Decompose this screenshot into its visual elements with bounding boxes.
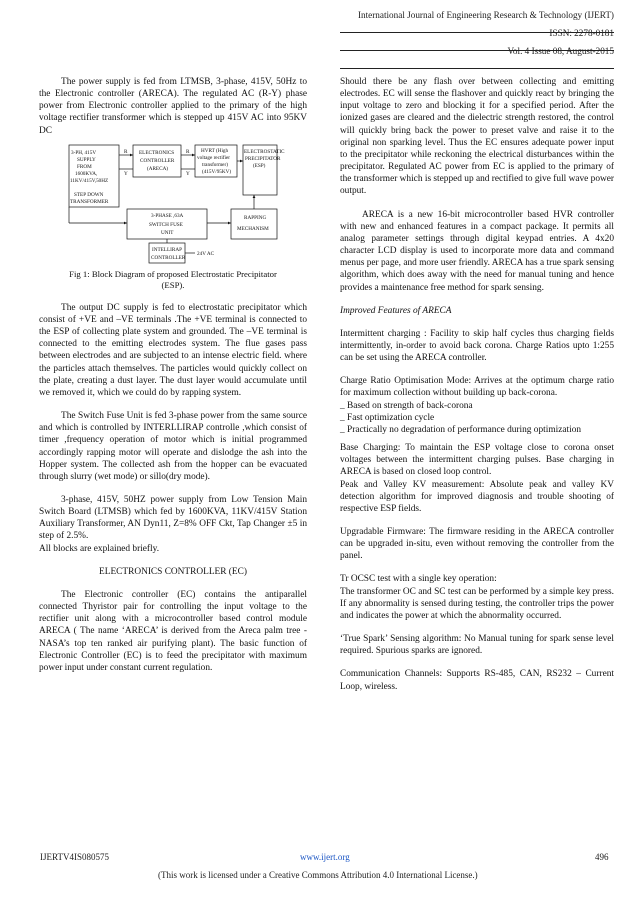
paper-id: IJERTV4IS080575 <box>40 852 109 862</box>
hvrt-label: voltage rectifier <box>197 154 230 161</box>
paragraph: The output DC supply is fed to electrostatic precipitator which consist of +VE and –VE terminals .The +VE terminal is connected to the ESP of collecting plate system and grounded. The –VE terminal is connected to the emitting electrodes system. The flue gases pass between electrodes and are subjected to an intense electric field. where the particles attach themselves. The particles would quickly collect on the plate, creating a dust layer. The dust layer would accumulate until we removed it, which we could do by rapping system. <box>39 302 307 398</box>
paragraph: ‘True Spark’ Sensing algorithm: No Manual tuning for spark sense level required. Spurious sparks are ignored. <box>340 634 614 657</box>
esp-label: PRECIPITATOR <box>245 155 281 162</box>
paragraph: Tr OCSC test with a single key operation: <box>340 574 497 585</box>
paragraph: Upgradable Firmware: The firmware residing in the ARECA controller can be upgraded in-situ, even without removing the controller from the panel. <box>340 527 614 562</box>
paragraph: ARECA is a new 16-bit microcontroller based HVR controller with new and enhanced features in a compact package. It permits all analog parameter settings through digital keypad entries. A 4x20 character LCD display is used to incorporate more data and command menus per page, and more user friendly. ARECA has a true spark sensing algorithm, which does away with the need for manual tuning and hence provides a maintenance free method for spark sensing. <box>340 209 614 293</box>
section-heading: ELECTRONICS CONTROLLER (EC) <box>99 566 247 577</box>
paragraph: Should there be any flash over between collecting and emitting electrodes. EC will sense the flashover and quickly react by bringing the input voltage to zero and blocking it for a specified period. After the ionized gases are cleared and the dielectric strength restored, the control will quickly bring back the power to preset valve and raise it to the original non sparking level. Thus the EC ensures adequate power input to the precipitator while reckoning the electrical disturbances within the precipitator. Regulated AC power from EC is applied to the primary of the transformer which is stepped up and rectified to give full wave power output. <box>340 77 614 197</box>
paragraph: All blocks are explained briefly. <box>39 543 160 554</box>
paragraph: Base Charging: To maintain the ESP voltage close to corona onset voltages between the intermittent charging pulses. Base charging in ARECA is based on closed loop control. <box>340 443 614 478</box>
paragraph: 3-phase, 415V, 50HZ power supply from Low Tension Main Switch Board (LTMSB) which fed by 1600KVA, 11KV/415V Station Auxiliary Transformer, AN Dyn11, Z=8% OFF Ckt, Tap Changer ±5 in step of 2.5%. <box>39 494 307 542</box>
hvrt-label: transformer) <box>202 161 228 168</box>
rapping-mechanism-block <box>231 209 277 239</box>
journal-issn: ISSN: 2278-0181 <box>549 28 614 38</box>
header-divider <box>340 68 614 69</box>
hvrt-label: (415V/95KV) <box>202 168 232 175</box>
header-divider <box>340 32 614 33</box>
website-link[interactable]: www.ijert.org <box>300 852 350 862</box>
figure-caption <box>39 269 307 291</box>
caption-line: Fig 1: Block Diagram of proposed Electrostatic Precipitator <box>69 268 277 279</box>
paragraph: Communication Channels: Supports RS-485, CAN, RS232 – Current Loop, wireless. <box>340 669 614 692</box>
step-down-label: TRANSFORMER <box>70 198 109 205</box>
sfu-label: 3-PHASE ,63A <box>151 212 184 219</box>
subsection-heading: Improved Features of ARECA <box>340 305 452 316</box>
left-column <box>39 76 307 674</box>
paragraph: Peak and Valley KV measurement: Absolute peak and valley KV detection algorithm for improved diagnosis and trouble shooting of respective ESP fields. <box>340 479 614 514</box>
journal-volume: Vol. 4 Issue 08, August-2015 <box>507 46 614 56</box>
ec-label: (ARECA) <box>147 165 169 172</box>
phase-label-y: Y <box>186 170 190 177</box>
paragraph: The Electronic controller (EC) contains the antiparallel connected Thyristor pair for controlling the input voltage to the rectifier unit along with a microcontroller based control module ARECA ( The name ‘ARECA’ is derived from the Areca palm tree - NASA’s top ten ranked air purifying plant). The basic function of Electronic Controller (EC) is to feed the precipitator with maximum power input under constant current regulation. <box>39 589 307 673</box>
paragraph: The power supply is fed from LTMSB, 3-phase, 415V, 50Hz to the Electronic controller (ARECA). The regulated AC (R-Y) phase power from Electronic controller applied to the primary of the high voltage rectifier transformer which is stepped up 415V AC into 95KV DC <box>39 77 307 136</box>
journal-title: International Journal of Engineering Research & Technology (IJERT) <box>357 10 614 20</box>
intellirap-label: INTELLIRAP <box>152 246 182 253</box>
supply-label: SUPPLY <box>77 156 96 163</box>
page-number: 496 <box>595 852 609 862</box>
right-column <box>340 76 614 693</box>
intellirap-label: CONTROLLER <box>151 254 186 261</box>
supply-label: 11KV/415V,50HZ <box>70 177 109 184</box>
phase-label-y: Y <box>124 170 128 177</box>
hvrt-label: HVRT (High <box>201 147 229 154</box>
phase-label-r: R <box>124 148 128 155</box>
paragraph: The transformer OC and SC test can be performed by a simple key press. If any abnormality is sensed during testing, the controller trips the power and indicates the power at which the abnormality occurred. <box>340 586 614 621</box>
supply-label: 3-PH, 415V <box>71 149 97 156</box>
bullet-item: _ Fast optimization cycle <box>340 412 435 423</box>
header-divider <box>340 50 614 51</box>
supply-label: 1600KVA, <box>75 170 98 177</box>
block-diagram-figure <box>67 143 285 265</box>
ec-label: CONTROLLER <box>140 157 175 164</box>
bullet-item: _ Practically no degradation of performance during optimization <box>340 424 582 435</box>
journal-header <box>358 6 614 60</box>
paragraph: Charge Ratio Optimisation Mode: Arrives at the optimum charge ratio for maximum collection without building up back-corona. <box>340 376 614 399</box>
phase-label-r: R <box>186 148 190 155</box>
voltage-label: 24V AC <box>197 250 215 257</box>
ec-label: ELECTRONICS <box>139 149 175 156</box>
sfu-label: SWITCH FUSE <box>149 221 183 228</box>
step-down-label: STEP DOWN <box>74 191 104 198</box>
caption-line: (ESP). <box>161 279 185 290</box>
supply-label: FROM <box>77 163 92 170</box>
esp-label: ELECTROSTATIC <box>244 148 285 155</box>
bullet-item: _ Based on strength of back-corona <box>340 400 473 411</box>
paragraph: Intermittent charging : Facility to skip half cycles thus charging fields intermittently, in-order to avoid back corona. Charge Ratios upto 1:255 can be set using the ARECA controller. <box>340 328 614 364</box>
license-note: (This work is licensed under a Creative Commons Attribution 4.0 International License.) <box>158 870 478 880</box>
esp-label: (ESP) <box>253 162 266 169</box>
rapping-label: MECHANISM <box>237 225 269 232</box>
paragraph: The Switch Fuse Unit is fed 3-phase power from the same source and which is controlled by INTERLLIRAP controlle ,which consist of timer ,frequency operation of motor which is initial programmed accordingly rapping motor will operate and dislodge the ash into the Hopper system. The collected ash from the hopper can be evacuated through slurry (wet mode) or sillo(dry mode). <box>39 411 307 482</box>
rapping-label: RAPPING <box>244 214 267 221</box>
sfu-label: UNIT <box>161 229 174 236</box>
